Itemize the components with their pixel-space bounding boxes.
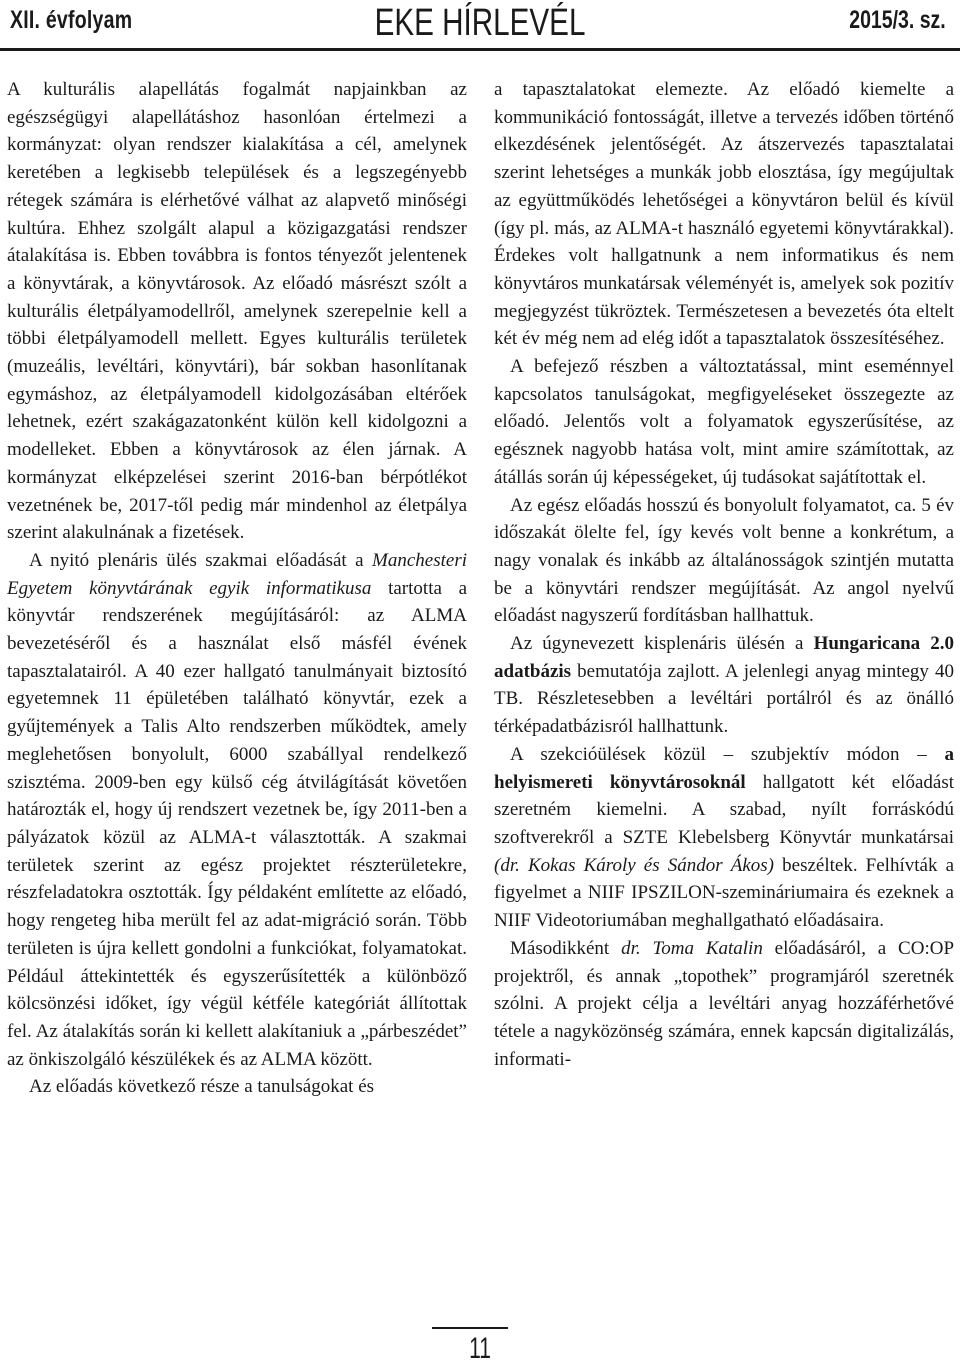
left-paragraph-3: Az előadás következő része a tanulságokat és [29,1076,375,1098]
issue-label: 2015/3. sz. [849,6,946,34]
right-p4-bold: Hungaricana 2.0 adatbázis [494,633,955,682]
right-paragraph-6 [494,935,954,1074]
header-rule [0,48,960,51]
newsletter-title: EKE HÍRLEVÉL [374,2,586,44]
left-p2-rest: tartotta a könyvtár rendszerének megújításáról: az ALMA bevezetéséről és a használat első másfél évének tapasztalatairól. A 40 ezer hallgató tanulmányait biztosító egyetemnek 11 épületében található könyvtár, ezek a gyűjtemények a Talis Alto rendszerben működtek, amely meglehetősen bonyolult, 6000 szabállyal rendelkező szisztéma. 2009-ben egy külső cég átvilágítását követően határozták el, hogy új rendszert vezetnek be, így 2011-ben a pályázatok közül az ALMA-t választották. A szakmai területek szerint az egész projektet részterületekre, részfeladatokra osztották. Így példaként említette az előadó, hogy rengeteg hiba merült fel az adat-migráció során. Több területen is újra kellett gondolni a funkciókat, folyamatokat. Például áttekintették és egyszerűsítették a különböző kölcsönzési időket, így végül kétféle kategóriát állítottak fel. Az átalakítás során ki kellett alakítaniuk a „párbeszédet” az önkiszolgáló készülékek és az ALMA között. [7,577,467,1070]
right-paragraph-2: A befejező részben a változtatással, mint eseménnyel kapcsolatos tanulságokat, megfigyeléseket összegezte az előadó. Jelentős volt a folyamatok egyszerűsítése, az egésznek nagyobb hatása volt, mint amire számítottak, az átállás során új képességeket, új tudásokat sajátítottak el. [494,356,954,488]
right-paragraph-1: a tapasztalatokat elemezte. Az előadó kiemelte a kommunikáció fontosságát, illetve a tervezés időben történő elkezdésének jelentőségét. Az átszervezés tapasztalatai szerint lehetséges a munkák jobb elosztása, így megújultak az együttműködés lehetőségei a könyvtáron belül és kívül (így pl. más, az ALMA-t használó egyetemi könyvtárakkal). Érdekes volt hallgatnunk a nem informatikus és nem könyvtáros munkatársak véleményét is, amelyek sok pozitív megjegyzést tükröztek. Természetesen a bevezetés óta eltelt két év még nem ad elég időt a tapasztalatok összesítéséhez. [494,79,954,350]
page-number-rule [432,1327,508,1329]
page-header [0,0,960,48]
right-p6-italic: dr. Toma Katalin [621,937,763,959]
left-p2-italic: Manchesteri Egyetem könyvtárának egyik informatikusa [7,549,467,599]
right-p6-rest: előadásáról, a CO:OP projektről, és annak „topothek” programjáról szeretnék szólni. A projekt célja a levéltári anyag hozzáférhetővé tétele a nagyközönség számára, ennek kapcsán digitalizálás, informati- [494,937,955,1070]
right-column [494,76,954,1073]
right-p5-bold: a helyismereti könyvtárosoknál [494,743,954,793]
left-p2-start: A nyitó plenáris ülés szakmai előadását a [29,549,373,571]
right-p4-start: Az úgynevezett kisplenáris ülésén a [510,633,814,655]
volume-label: XII. évfolyam [10,6,133,34]
right-p5-italic: (dr. Kokas Károly és Sándor Ákos) [494,854,775,876]
right-paragraph-5 [494,741,954,935]
right-p4-rest: bemutatója zajlott. A jelenlegi anyag mintegy 40 TB. Részletesebben a levéltári portálról és az önálló térképadatbázisról hallhattunk. [494,660,954,738]
page-number: 11 [469,1332,491,1365]
left-paragraph-1: A kulturális alapellátás fogalmát napjainkban az egészségügyi alapellátáshoz hasonlóan értelmezi a kormányzat: olyan rendszer kialakítása a cél, amelynek keretében a legkisebb települések és a legszegényebb rétegek számára is elérhetővé válhat az alapvető minőségi kultúra. Ehhez szolgált alapul a közigazgatási rendszer átalakítása is. Ebben továbbra is fontos tényezőt jelentenek a könyvtárak, a könyvtárosok. Az előadó másrészt szólt a kulturális életpályamodellről, amelynek szerepelnie kell a többi életpályamodell mellett. Egyes kulturális területek (muzeális, levéltári, könyvtári), bár sokban hasonlítanak egymáshoz, az életpályamodell kidolgozásában eltérőek lehetnek, ezért szakágazatonként külön kell kidolgozni a modelleket. Ebben a könyvtárosok az élen járnak. A kormányzat elképzelései szerint 2016-ban bérpótlékot vezetnének be, 2017-től pedig már mindenhol az életpálya szerint alakulnának a fizetések. [7,79,467,544]
right-paragraph-3: Az egész előadás hosszú és bonyolult folyamatot, ca. 5 év időszakát ölelte fel, így kevés volt benne a konkrétum, a nagy vonalak és inkább az általánosságok szintjén mutatta be a könyvtári rendszer megújítását. Az angol nyelvű előadást nagyszerű fordításban hallhattuk. [494,494,954,627]
left-column [7,76,467,1101]
right-p5-rest: beszéltek. Felhívták a figyelmet a NIIF IPSZILON-szemináriumaira és ezeknek a NIIF Videotoriumában meghallgatható előadásaira. [494,854,955,932]
right-p6-start: Másodikként [510,937,622,959]
right-p5-start: A szekcióülések közül – szubjektív módon – [510,743,945,765]
left-paragraph-2 [7,547,467,1073]
right-paragraph-4 [494,630,954,741]
right-p5-mid: hallgatott két előadást szeretném kiemelni. A szabad, nyílt forráskódú szoftverekről a SZTE Klebelsberg Könyvtár munkatársai [494,771,954,848]
